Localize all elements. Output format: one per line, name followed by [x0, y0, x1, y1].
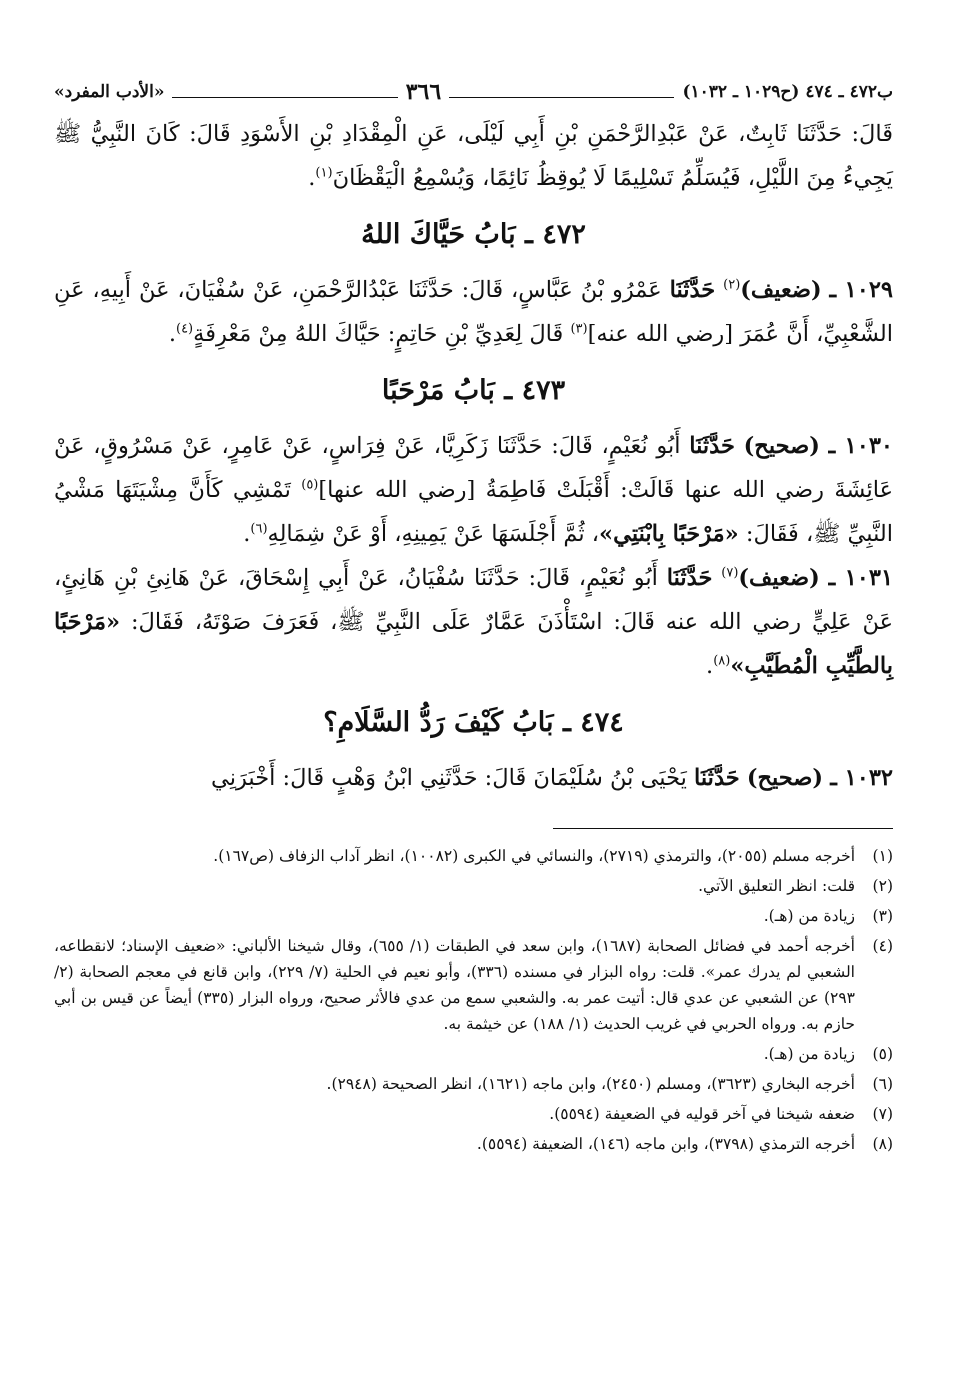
footnote-number: (٤): [872, 937, 893, 955]
footnote-number: (٦): [872, 1075, 893, 1093]
footnote: [54, 843, 893, 869]
prophet-quote: «مَرْحَبًا بِالطَّيِّبِ الْمُطَيَّبِ»: [54, 609, 893, 679]
main-text: [54, 112, 893, 800]
hadith-text-b: تَمْشِي كَأَنَّ مِشْيَتَهَا مَشْيُ النَّبِيِّ ﷺ، فَقَالَ:: [54, 477, 893, 547]
footnote-number: (٨): [872, 1135, 893, 1153]
footnote-text: أخرجه الترمذي (٣٧٩٨)، وابن ماجه (١٤٦)، الضعيفة (٥٥٩٤).: [476, 1135, 855, 1153]
header-book-title: «الأدب المفرد»: [54, 82, 165, 102]
narration-keyword: حَدَّثَنَا: [694, 765, 740, 791]
footnote-text: أخرجه البخاري (٣٦٢٣)، ومسلم (٢٤٥٠)، وابن ماجه (١٦٢١)، انظر الصحيحة (٢٩٤٨).: [326, 1075, 855, 1093]
footnote: [54, 1071, 893, 1097]
footnote-text: أخرجه مسلم (٢٠٥٥)، والترمذي (٢٧١٩)، والنسائي في الكبرى (١٠٠٨٢)، انظر آداب الزفاف (ص١٦٧).: [213, 847, 855, 865]
hadith-number: ١٠٣٠ ـ: [828, 433, 894, 459]
footnote-text: قلت: انظر التعليق الآتي.: [698, 877, 855, 895]
footnote: [54, 1131, 893, 1157]
chapter-heading-472: ٤٧٢ ـ بَابُ حَيَّاكَ اللهُ: [361, 219, 586, 250]
footnote-number: (٧): [872, 1105, 893, 1123]
header-rule-left: [172, 97, 397, 98]
footnote-ref-1: (١): [315, 165, 333, 181]
footnotes: [54, 843, 893, 1157]
intro-text: قَالَ: حَدَّثَنَا ثَابِتٌ، عَنْ عَبْدِالرَّحْمَنِ بْنِ أَبِي لَيْلَى، عَنِ الْمِقْدَادِ بْنِ الأَسْوَدِ قَالَ: كَانَ النَّبِيُّ ﷺ يَجِيءُ مِنَ اللَّيْلِ، فَيُسَلِّمُ تَسْلِيمًا لَا يُوقِظُ نَائِمًا، وَيُسْمِعُ الْيَقْظَانَ: [54, 121, 893, 191]
chapter-heading-473: ٤٧٣ ـ بَابُ مَرْحَبًا: [381, 375, 566, 406]
footnote: [54, 903, 893, 929]
narration-keyword: حَدَّثَنَا: [669, 277, 716, 303]
header-chapter-ref: ب٤٧٢ ـ ٤٧٤ (ح١٠٢٩ ـ ١٠٣٢): [682, 82, 893, 102]
footnote-ref-7: (٧): [721, 565, 739, 581]
footnote-divider: [553, 828, 893, 829]
hadith-grade: (ضعيف): [740, 277, 822, 303]
hadith-1031: ١٠٣١ ـ (ضعيف)$^{(٧)}$ حَدَّثَنَا أَبُو نُعَيْمٍ، قَالَ: حَدَّثَنَا سُفْيَانُ، عَنْ أَبِي إِسْحَاقَ، عَنْ هَانِئِ بْنِ هَانِئٍ، عَنْ عَلِيٍّ رضي الله عنه قَالَ: اسْتَأْذَنَ عَمَّارٌ عَلَى النَّبِيِّ ﷺ، فَعَرَفَ صَوْتَهُ، فَقَالَ: «مَرْحَبًا بِالطَّيِّبِ الْمُطَيَّبِ»$^{(٨)}$.: [54, 565, 894, 679]
footnote: [54, 933, 893, 1037]
footnote-ref-4: (٤): [175, 321, 194, 337]
hadith-1029: ١٠٢٩ ـ (ضعيف)$^{(٢)}$ حَدَّثَنَا عَمْرُو بْنُ عَبَّاسٍ، قَالَ: حَدَّثَنَا عَبْدُالرَّحْمَنِ، عَنْ سُفْيَانَ، عَنْ أَبِيهِ، عَنِ الشَّعْبِيِّ، أَنَّ عُمَرَ [رضي الله عنه]$^{(٣)}$ قَالَ لِعَدِيِّ بْنِ حَاتِمٍ: حَيَّاكَ اللهُ مِنْ مَعْرِفَةٍ$^{(٤)}$.: [54, 277, 893, 347]
hadith-number: ١٠٣١ ـ: [828, 565, 894, 591]
footnote-ref-2: (٢): [723, 277, 741, 293]
running-header: [54, 72, 893, 112]
hadith-grade: (صحيح): [746, 765, 824, 791]
hadith-text-a: يَحْيَى بْنُ سُلَيْمَانَ قَالَ: حَدَّثَنِي ابْنُ وَهْبٍ قَالَ: أَخْبَرَنِي: [211, 765, 687, 791]
hadith-number: ١٠٢٩ ـ: [829, 277, 893, 303]
footnote-number: (١): [872, 847, 893, 865]
header-rule-right: [449, 97, 674, 98]
footnote-ref-3: (٣): [570, 321, 588, 337]
footnote-ref-6: (٦): [250, 521, 268, 537]
hadith-text-a: أَبُو نُعَيْمٍ، قَالَ: حَدَّثَنَا سُفْيَانُ، عَنْ أَبِي إِسْحَاقَ، عَنْ هَانِئِ بْنِ هَانِئٍ، عَنْ عَلِيٍّ رضي الله عنه قَالَ: اسْتَأْذَنَ عَمَّارٌ عَلَى النَّبِيِّ ﷺ، فَعَرَفَ صَوْتَهُ، فَقَالَ:: [54, 565, 893, 635]
footnote-text: زيادة من (هـ).: [763, 907, 855, 925]
footnote-text: أخرجه أحمد في فضائل الصحابة (١٦٨٧)، وابن سعد في الطبقات (١/ ٦٥٥)، وقال شيخنا الألباني: «ضعيف الإسناد؛ لانقطاعه، الشعبي لم يدرك عمر». قلت: رواه البزار في مسنده (٣٣٦)، وأبو نعيم في الحلية (٧/ ٢٢٩)، وابن قانع في معجم الصحابة (٢/ ٢٩٣) عن الشعبي عن عدي قال: أتيت عمر به. والشعبي سمع من عدي فالأثر صحيح، ورواه البزار (٣٣٥) أيضاً عن قيس بن أبي حازم به. ورواه الحربي في غريب الحديث (١/ ١٨٨) عن خيثمة به.: [54, 937, 856, 1033]
footnote: [54, 1041, 893, 1067]
footnote: [54, 1101, 893, 1127]
footnote-number: (٣): [872, 907, 893, 925]
hadith-text-a: عَمْرُو بْنُ عَبَّاسٍ، قَالَ: حَدَّثَنَا عَبْدُالرَّحْمَنِ، عَنْ سُفْيَانَ، عَنْ أَبِيهِ، عَنِ الشَّعْبِيِّ، أَنَّ عُمَرَ [رضي الله عنه]: [54, 277, 893, 347]
footnote: [54, 873, 893, 899]
hadith-number: ١٠٣٢ ـ: [830, 765, 893, 791]
hadith-text-c: ، ثُمَّ أَجْلَسَهَا عَنْ يَمِينِهِ، أَوْ عَنْ شِمَالِهِ: [267, 521, 600, 547]
hadith-text-b: قَالَ لِعَدِيِّ بْنِ حَاتِمٍ: حَيَّاكَ اللهُ مِنْ مَعْرِفَةٍ: [193, 321, 564, 347]
page-number: ٣٦٦: [405, 79, 442, 105]
footnote-text: زيادة من (هـ).: [763, 1045, 855, 1063]
hadith-grade: (ضعيف): [738, 565, 820, 591]
narration-keyword: حَدَّثَنَا: [689, 433, 735, 459]
footnote-text: ضعفه شيخنا في آخر قوليه في الضعيفة (٥٥٩٤).: [549, 1105, 855, 1123]
footnote-ref-5: (٥): [301, 477, 319, 493]
prophet-quote: «مَرْحَبًا بِابْنَتِي»: [599, 521, 739, 547]
hadith-1030: ١٠٣٠ ـ (صحيح) حَدَّثَنَا أَبُو نُعَيْمٍ، قَالَ: حَدَّثَنَا زَكَرِيَّا، عَنْ فِرَاسٍ، عَنْ عَامِرٍ، عَنْ مَسْرُوقٍ، عَنْ عَائِشَةَ رضي الله عنها قَالَتْ: أَقْبَلَتْ فَاطِمَةُ [رضي الله عنها]$^{(٥)}$ تَمْشِي كَأَنَّ مِشْيَتَهَا مَشْيُ النَّبِيِّ ﷺ، فَقَالَ: «مَرْحَبًا بِابْنَتِي»، ثُمَّ أَجْلَسَهَا عَنْ يَمِينِهِ، أَوْ عَنْ شِمَالِهِ$^{(٦)}$.: [54, 433, 894, 547]
narration-keyword: حَدَّثَنَا: [666, 565, 713, 591]
hadith-text-a: أَبُو نُعَيْمٍ، قَالَ: حَدَّثَنَا زَكَرِيَّا، عَنْ فِرَاسٍ، عَنْ عَامِرٍ، عَنْ مَسْرُوقٍ، عَنْ عَائِشَةَ رضي الله عنها قَالَتْ: أَقْبَلَتْ فَاطِمَةُ [رضي الله عنها]: [54, 433, 893, 503]
footnote-number: (٥): [872, 1045, 893, 1063]
chapter-heading-474: ٤٧٤ ـ بَابُ كَيْفَ رَدُّ السَّلَامِ؟: [323, 707, 624, 738]
footnote-number: (٢): [872, 877, 893, 895]
footnote-ref-8: (٨): [713, 653, 731, 669]
hadith-grade: (صحيح): [743, 433, 820, 459]
hadith-1032: [54, 756, 893, 800]
intro-paragraph: قَالَ: حَدَّثَنَا ثَابِتٌ، عَنْ عَبْدِالرَّحْمَنِ بْنِ أَبِي لَيْلَى، عَنِ الْمِقْدَادِ بْنِ الأَسْوَدِ قَالَ: كَانَ النَّبِيُّ ﷺ يَجِيءُ مِنَ اللَّيْلِ، فَيُسَلِّمُ تَسْلِيمًا لَا يُوقِظُ نَائِمًا، وَيُسْمِعُ الْيَقْظَانَ$^{(١)}$.: [54, 121, 893, 191]
